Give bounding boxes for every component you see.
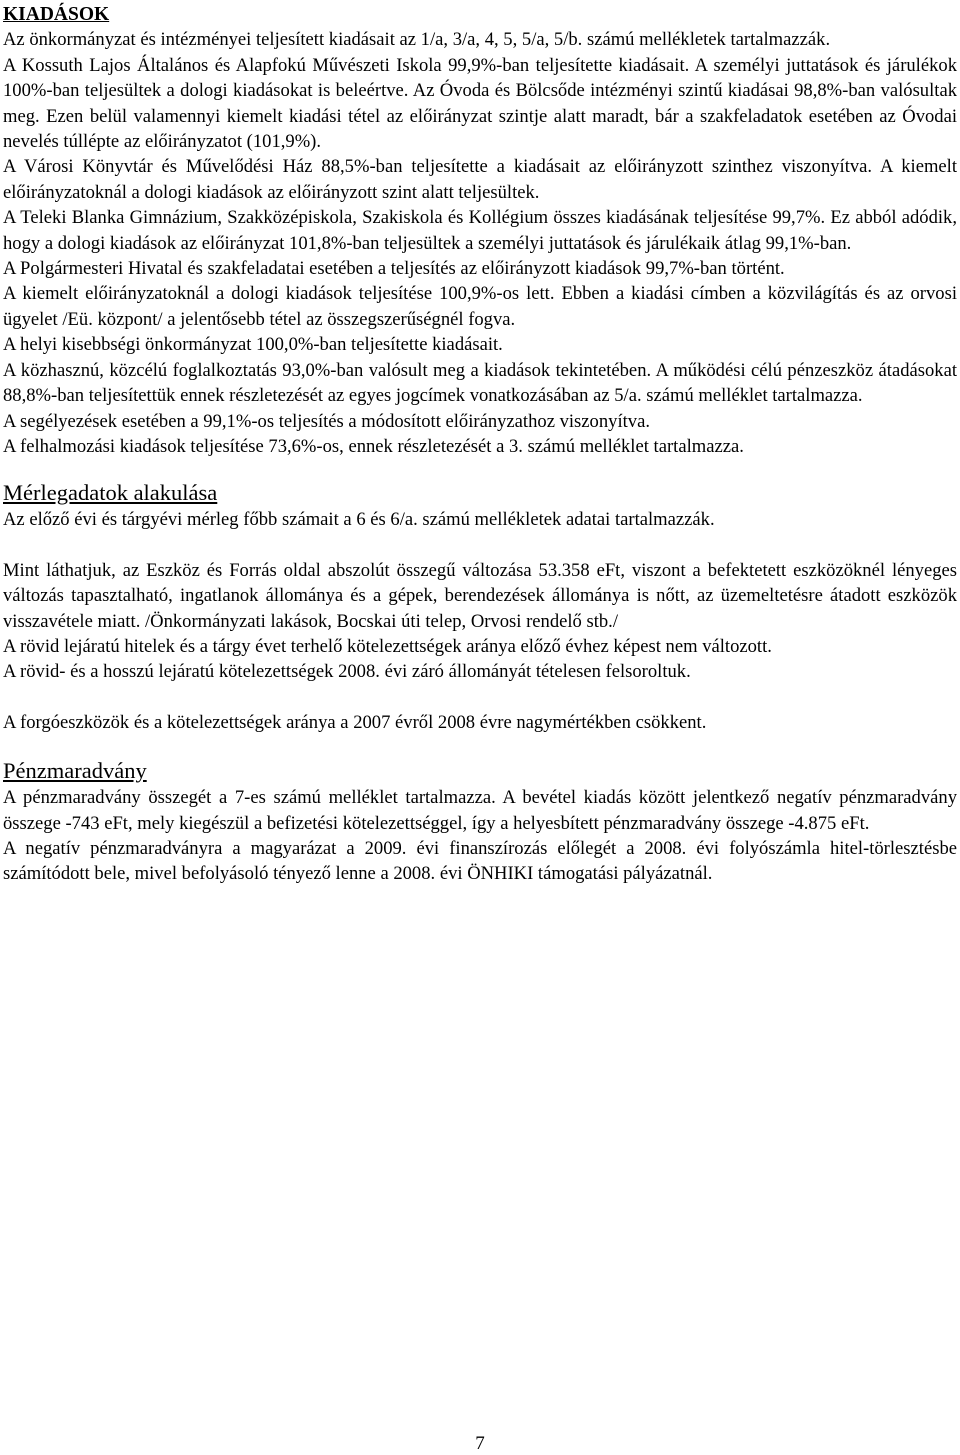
section-title-penzmaradvany: Pénzmaradvány (3, 758, 147, 784)
penzmaradvany-paragraph-1: A pénzmaradvány összegét a 7-es számú melléklet tartalmazza. A bevétel kiadás között jelentkező negatív pénzmaradvány összege -743 eFt, mely kiegészül a befizetési kötelezettséggel, így a helyesbített pénzmaradvány összege -4.875 eFt. (3, 787, 957, 834)
page-number: 7 (475, 1433, 485, 1454)
merleg-intro: Az előző évi és tárgyévi mérleg főbb számait a 6 és 6/a. számú mellékletek adatai tartalmazzák. (3, 509, 715, 531)
penzmaradvany-paragraph-2: A negatív pénzmaradványra a magyarázat a 2009. évi finanszírozás előlegét a 2008. évi folyószámla hitel-törlesztésbe számítódott bele, mivel befolyásoló tényező lenne a 2008. évi ÖNHIKI támogatási pályázatnál. (3, 837, 957, 885)
merleg-paragraph-3: A rövid- és a hosszú lejáratú kötelezettségek 2008. évi záró állományát tételesen felsoroltuk. (3, 661, 691, 683)
merleg-closing: A forgóeszközök és a kötelezettségek aránya a 2007 évről 2008 évre nagymértékben csökkent. (3, 711, 707, 733)
kiadasok-paragraph-2: A Kossuth Lajos Általános és Alapfokú Művészeti Iskola 99,9%-ban teljesítette kiadásait. A személyi juttatások és járulékok 100%-ban teljesültek a dologi kiadásokat is beleértve. Az Óvoda és Bölcsőde intézményi szintű kiadásai 98,8%-ban valósultak meg. Ezen belül valamennyi kiemelt kiadási tétel az előirányzat szintje alatt maradt, bár a szakfeladatok esetében az Óvodai nevelés túllépte az előirányzatot (101,9%). (3, 54, 957, 153)
blank-line (3, 533, 957, 558)
kiadasok-paragraph-7: A helyi kisebbségi önkormányzat 100,0%-ban teljesítette kiadásait. (3, 334, 503, 356)
kiadasok-paragraph-9: A segélyezések esetében a 99,1%-os teljesítés a módosított előirányzathoz viszonyítva. (3, 410, 650, 432)
kiadasok-paragraph-10: A felhalmozási kiadások teljesítése 73,6%-os, ennek részletezését a 3. számú melléklet tartalmazza. (3, 435, 744, 457)
section-title-kiadasok: KIADÁSOK (3, 4, 110, 25)
kiadasok-paragraph-5: A Polgármesteri Hivatal és szakfeladatai esetében a teljesítés az előirányzott kiadások 99,7%-ban történt. (3, 258, 785, 280)
kiadasok-paragraph-8: A közhasznú, közcélú foglalkoztatás 93,0%-ban valósult meg a kiadások tekintetében. A működési célú pénzeszköz átadásokat 88,8%-ban teljesítettük ennek részletezését az egyes jogcímek vonatkozásában az 5/a. számú melléklet tartalmazza. (3, 359, 957, 407)
page-content (3, 2, 957, 887)
kiadasok-paragraph-3: A Városi Könyvtár és Művelődési Ház 88,5%-ban teljesítette a kiadásait az előirányzott szinthez viszonyítva. A kiemelt előirányzatoknál a dologi kiadások az előirányzott szint alatt teljesültek. (3, 156, 957, 203)
merleg-paragraph-2: A rövid lejáratú hitelek és a tárgy évet terhelő kötelezettségek aránya előző évhez képest nem változott. (3, 635, 772, 657)
section-spacer (3, 735, 957, 757)
kiadasok-paragraph-6: A kiemelt előirányzatoknál a dologi kiadások teljesítése 100,9%-os lett. Ebben a kiadási címben a közvilágítás és az orvosi ügyelet /Eü. központ/ a jelentősebb tétel az összegszerűségnél fogva. (3, 283, 957, 330)
section-title-merlegadatok: Mérlegadatok alakulása (3, 480, 218, 506)
section-spacer (3, 459, 957, 479)
kiadasok-paragraph-1: Az önkormányzat és intézményei teljesített kiadásait az 1/a, 3/a, 4, 5, 5/a, 5/b. számú mellékletek tartalmazzák. (3, 29, 831, 51)
kiadasok-paragraph-4: A Teleki Blanka Gimnázium, Szakközépiskola, Szakiskola és Kollégium összes kiadásának teljesítése 99,7%. Ez abból adódik, hogy a dologi kiadások az előirányzat 101,8%-ban teljesültek a személyi juttatások és járulékaik átlag 99,1%-ban. (3, 207, 957, 254)
blank-line (3, 685, 957, 710)
merleg-paragraph-1: Mint láthatjuk, az Eszköz és Forrás oldal abszolút összegű változása 53.358 eFt, viszont a befektetett eszközöknél lényeges változás tapasztalható, ingatlanok állománya és a gépek, berendezések állománya is nőtt, az üzemeltetésre átadott eszközök visszavétele miatt. /Önkormányzati lakások, Bocskai úti telep, Orvosi rendelő stb./ (3, 559, 957, 632)
